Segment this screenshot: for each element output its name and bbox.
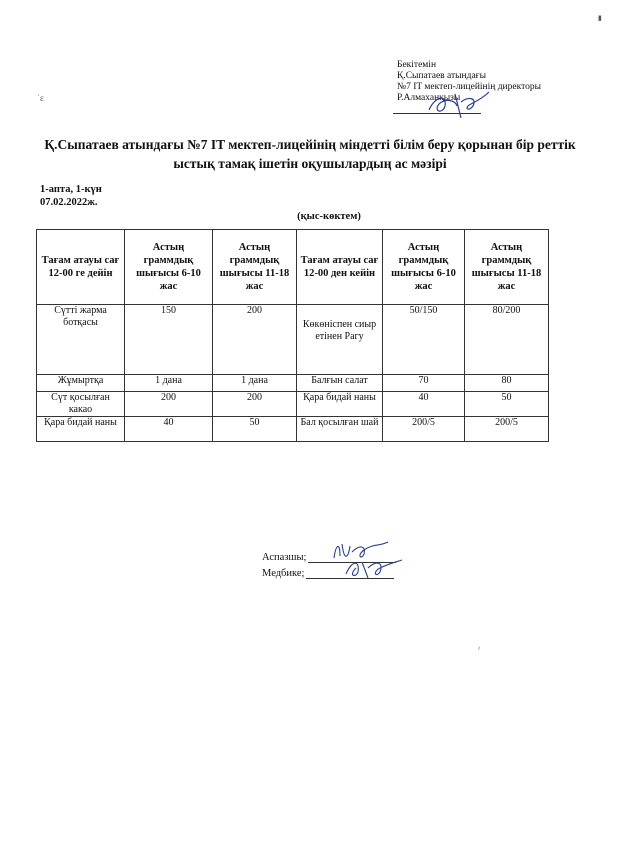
approval-line: Бекітемін [397,60,437,70]
table-cell: Көкөніспен сиыр етінен Рагу [297,305,383,375]
scan-mark: ▮ [598,14,602,22]
table-cell: 1 дана [125,375,213,392]
table-cell: Қара бидай наны [37,417,125,442]
table-cell: 80/200 [465,305,549,375]
cook-label: Аспазшы; [262,552,307,563]
table-cell: 1 дана [213,375,297,392]
nurse-signature [342,556,406,580]
table-row [37,375,549,392]
table-cell: 40 [383,392,465,417]
table-cell: Балғын салат [297,375,383,392]
table-cell: Сүтті жарма ботқасы [37,305,125,375]
scan-mark: ˙ε [37,93,44,103]
nurse-label: Медбике; [262,568,305,579]
header-cell: Астың граммдық шығысы 6-10 жас [125,230,213,305]
table-cell: Бал қосылған шай [297,417,383,442]
page-title: Қ.Сыпатаев атындағы №7 IT мектеп-лицейінің міндетті білім беру қорынан бір реттік ыстық тамақ ішетін оқушылардың ас мәзірі [44,137,576,171]
director-signature [425,88,493,120]
approval-line: №7 IT мектеп-лицейінің директоры [397,82,542,92]
table-cell: 40 [125,417,213,442]
table-row [37,392,549,417]
table-cell: 50 [465,392,549,417]
approval-line: Қ.Сыпатаев атындағы [397,71,486,81]
header-cell: Астың граммдық шығысы 11-18 жас [213,230,297,305]
season-label: (қыс-көктем) [297,211,361,222]
table-cell: 200/5 [465,417,549,442]
header-cell: Астың граммдық шығысы 11-18 жас [465,230,549,305]
table-header-row [37,230,549,305]
table-cell: 150 [125,305,213,375]
date-label: 07.02.2022ж. [40,197,98,208]
scan-mark: ˀ [478,646,480,654]
table-cell: Жұмыртқа [37,375,125,392]
table-cell: 200/5 [383,417,465,442]
menu-table [36,229,549,442]
table-cell: 50 [213,417,297,442]
table-cell: 200 [213,392,297,417]
table-cell: 80 [465,375,549,392]
table-row [37,305,549,375]
week-label: 1-апта, 1-күн [40,184,102,195]
table-cell: 200 [125,392,213,417]
header-cell: Тағам атауы сағ 12-00 ден кейін [297,230,383,305]
table-cell: Сүт қосылған какао [37,392,125,417]
table-cell: 50/150 [383,305,465,375]
table-row [37,417,549,442]
header-cell: Тағам атауы сағ 12-00 ге дейін [37,230,125,305]
table-cell: 70 [383,375,465,392]
table-cell: 200 [213,305,297,375]
approval-line: Р.Алмаханқызы [397,93,461,103]
table-cell: Қара бидай наны [297,392,383,417]
week-info [40,183,102,209]
header-cell: Астың граммдық шығысы 6-10 жас [383,230,465,305]
